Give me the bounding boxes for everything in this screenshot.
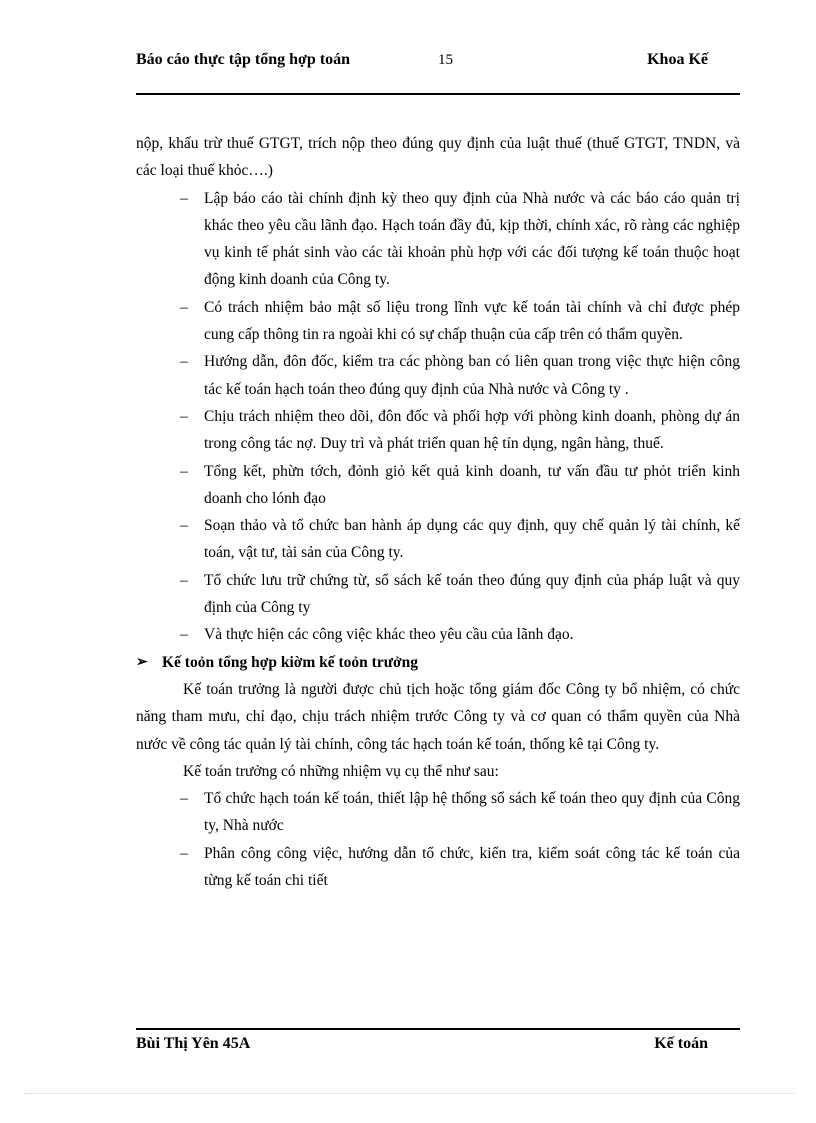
paragraph-intro: nộp, khấu trừ thuế GTGT, trích nộp theo đúng quy định của luật thuế (thuế GTGT, TNDN, và các loại thuế khỏc….) [136, 135, 740, 180]
list-item: – Lập báo cáo tài chính định kỳ theo quy định của Nhà nước và các báo cáo quản trị khác theo yêu cầu lãnh đạo. Hạch toán đầy đủ, kịp thời, chính xác, rõ ràng các nghiệp vụ kinh tế phát sinh vào các tài khoản phù hợp với các đối tượng kế toán thuộc hoạt động kinh doanh của Công ty. [136, 185, 740, 294]
footer-rule [136, 1028, 740, 1030]
list-item: – Và thực hiện các công việc khác theo yêu cầu của lãnh đạo. [136, 621, 740, 648]
header-department: Khoa Kế [647, 51, 708, 68]
page-body [136, 130, 740, 894]
list-item: – Tổ chức lưu trữ chứng từ, sổ sách kế toán theo đúng quy định của pháp luật và quy định của Công ty [136, 567, 740, 622]
list-item: – Chịu trách nhiệm theo dõi, đôn đốc và phối hợp với phòng kinh doanh, phòng dự án trong công tác nợ. Duy trì và phát triển quan hệ tín dụng, ngân hàng, thuế. [136, 403, 740, 458]
list-item: – Tổ chức hạch toán kế toán, thiết lập hệ thống sổ sách kế toán theo quy định của Công ty, Nhà nước [136, 785, 740, 840]
footer-major: Kế toán [654, 1035, 708, 1052]
list-item: – Hướng dẫn, đôn đốc, kiểm tra các phòng ban có liên quan trong việc thực hiện công tác kế toán hạch toán theo đúng quy định của Nhà nước và Công ty . [136, 348, 740, 403]
section-heading [136, 649, 740, 676]
page-header [136, 50, 740, 92]
paragraph-duties-intro: Kế toán trưởng có những nhiệm vụ cụ thể như sau: [183, 762, 499, 780]
list-item: – Tổng kết, phừn tớch, đỏnh giỏ kết quả kinh doanh, tư vấn đầu tư phỏt triển kinh doanh cho lónh đạo [136, 458, 740, 513]
page-footer [136, 1034, 740, 1078]
header-rule [136, 93, 740, 95]
header-report-title: Báo cáo thực tập tổng hợp toán [136, 51, 351, 68]
list-item: – Soạn thảo và tổ chức ban hành áp dụng các quy định, quy chế quản lý tài chính, kế toán, vật tư, tài sản của Công ty. [136, 512, 740, 567]
page-bottom-divider [24, 1093, 794, 1094]
page-number: 15 [438, 52, 453, 68]
list-item: – Có trách nhiệm bảo mật số liệu trong lĩnh vực kế toán tài chính và chỉ được phép cung cấp thông tin ra ngoài khi có sự chấp thuận của cấp trên có thẩm quyền. [136, 294, 740, 349]
paragraph-chief-accountant: Kế toán trưởng là người được chủ tịch hoặc tổng giám đốc Công ty bổ nhiệm, có chức năng tham mưu, chỉ đạo, chịu trách nhiệm trước Công ty và cơ quan có thẩm quyền của Nhà nước về công tác quản lý tài chính, công tác hạch toán kế toán, thống kê tại Công ty. [136, 680, 740, 753]
arrow-bullet-icon: ➢ [136, 654, 148, 670]
section-heading-text: Kế toỏn tổng hợp kiờm kế toỏn trưởng [162, 653, 418, 671]
list-item: – Phân công công việc, hướng dẫn tổ chức, kiển tra, kiểm soát công tác kế toán của từng kế toán chi tiết [136, 840, 740, 895]
footer-author: Bùi Thị Yên 45A [136, 1035, 251, 1052]
